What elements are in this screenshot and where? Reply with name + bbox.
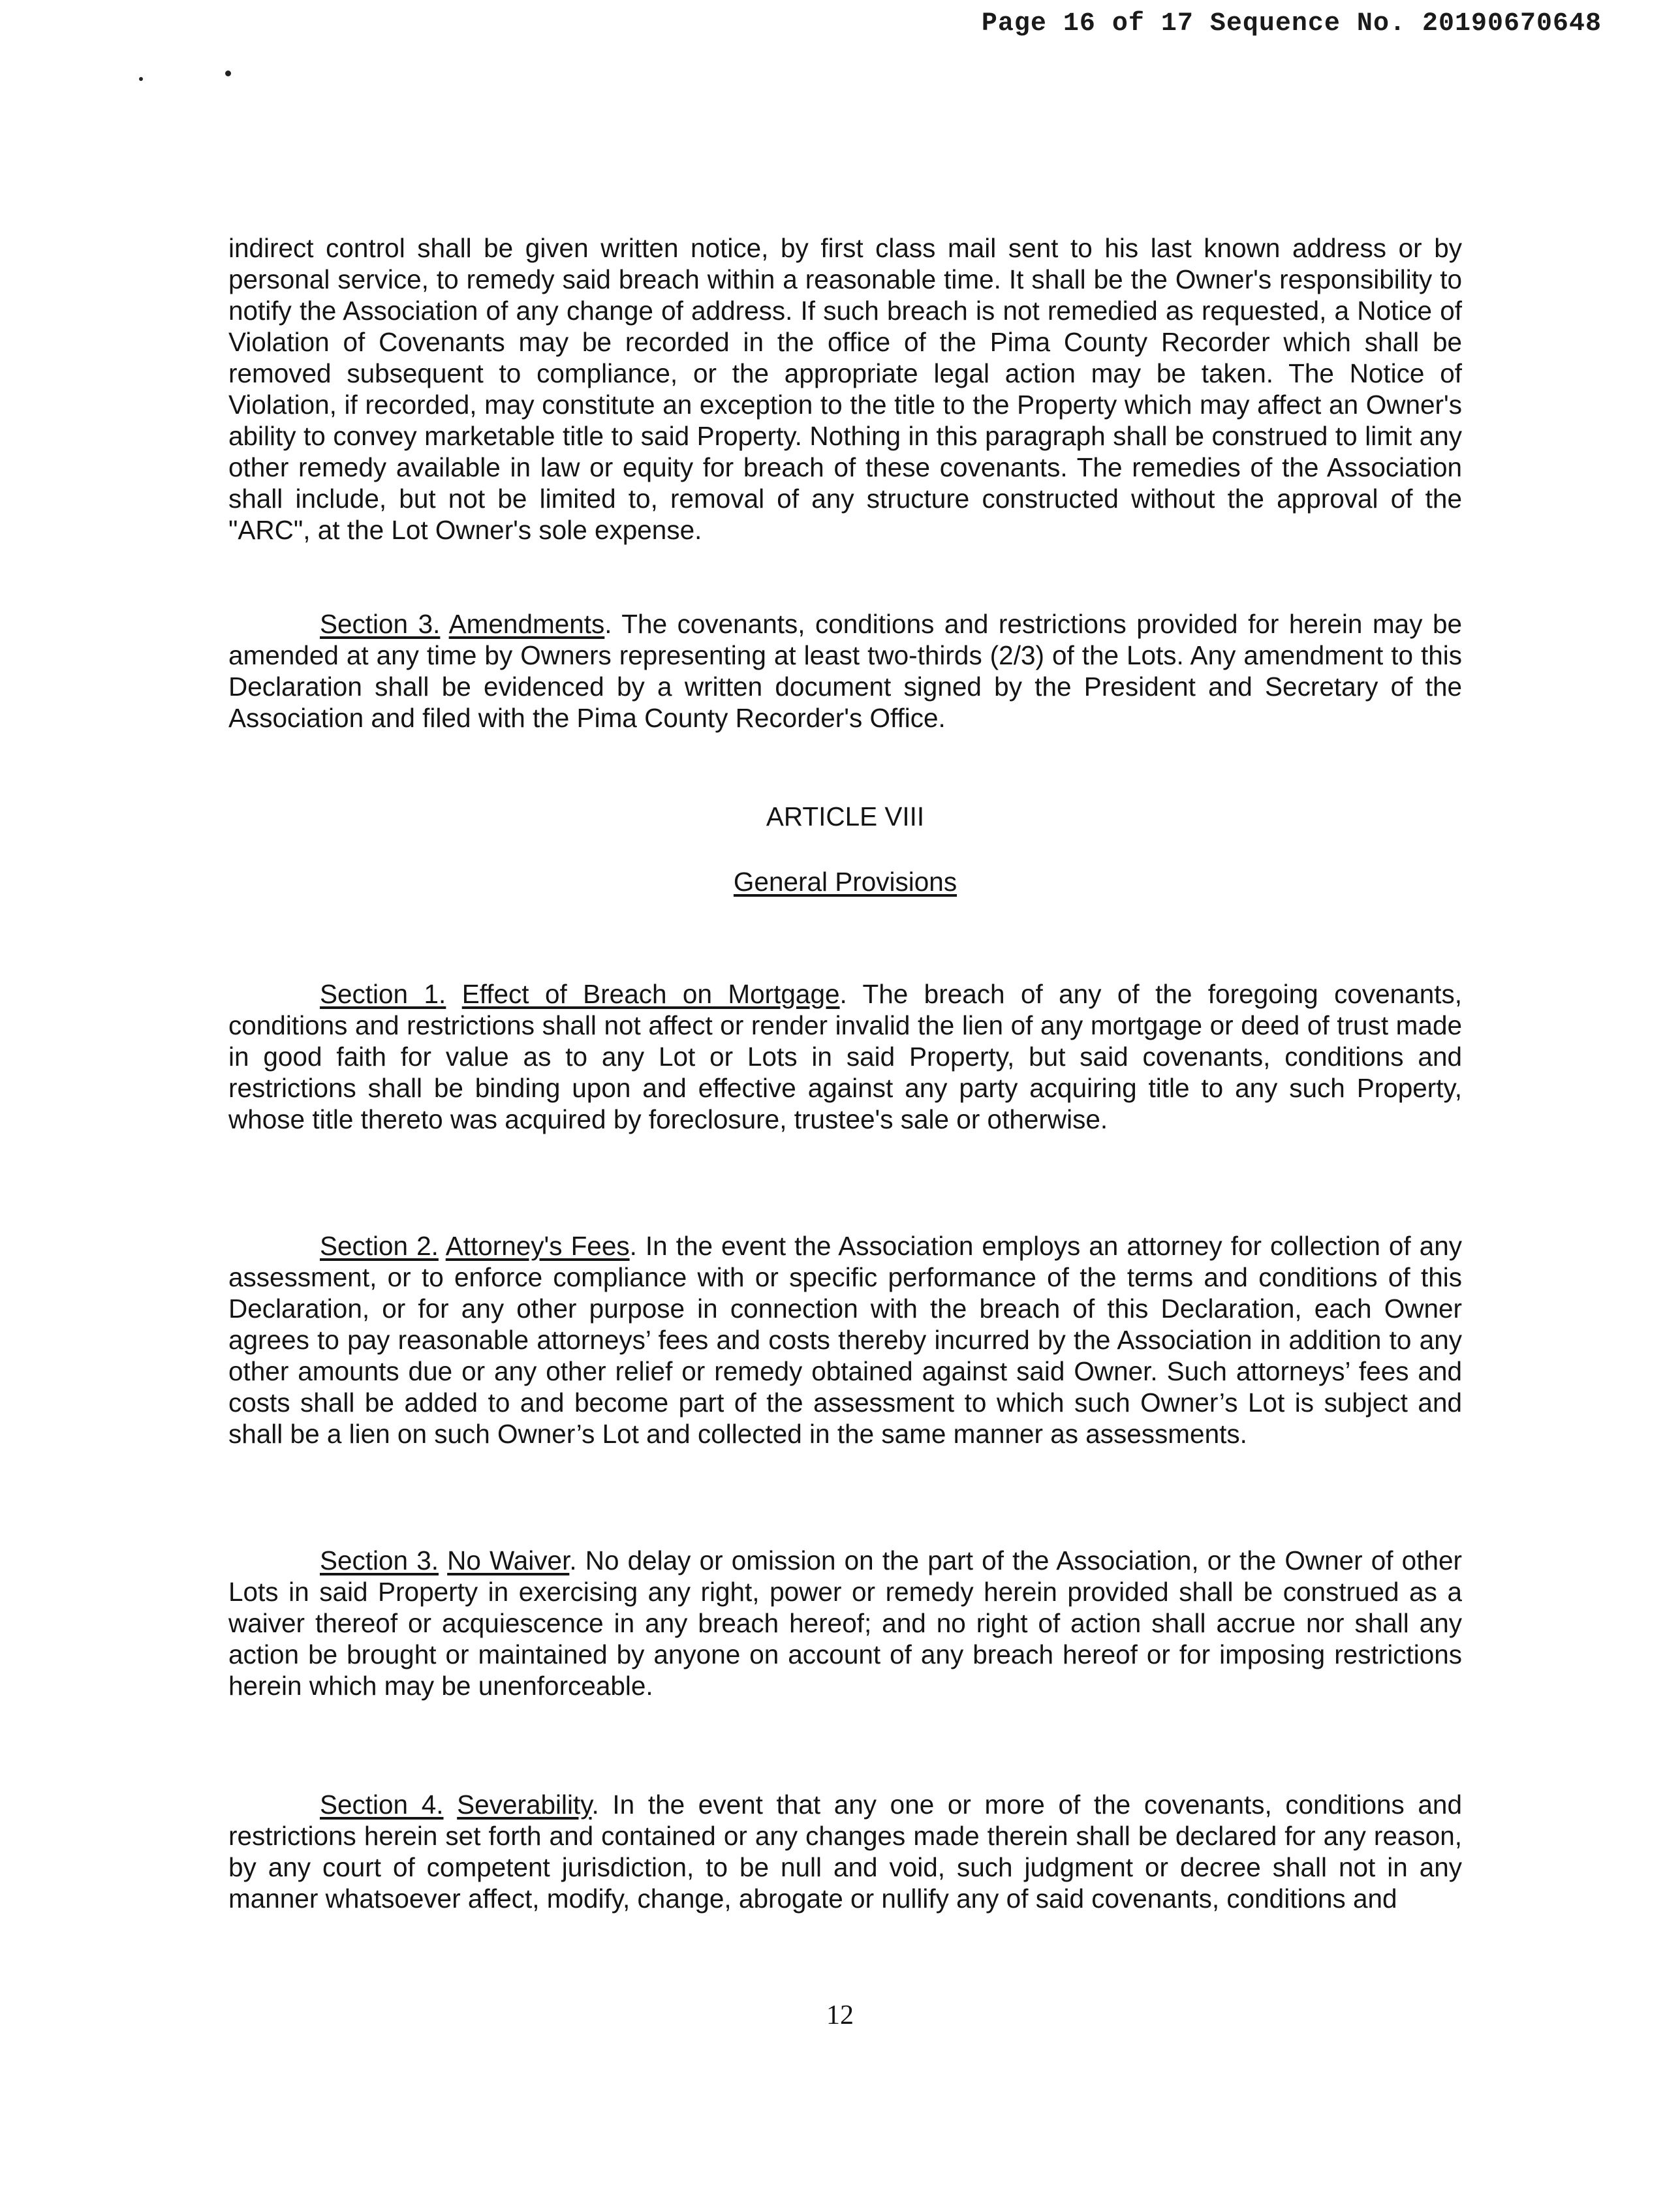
section-text: . In the event that any one or more of the covenants, conditions and restrictions herein set forth and contained or any changes made therein shall be declared for any reason, by any court of competent jurisdiction, to be null and void, such judgment or decree shall not in any manner whatsoever affect, modify, change, abrogate or nullify any of said covenants, conditions and [228, 1790, 1462, 1914]
page-number: 12 [826, 2000, 854, 2030]
section-2-paragraph [228, 1230, 1462, 1450]
section-label: Section 1. [320, 979, 446, 1009]
article-subheading-text: General Provisions [733, 867, 957, 897]
document-body [228, 232, 1462, 1914]
article-heading: ARTICLE VIII [766, 801, 925, 831]
section-label: Section 2. [320, 1231, 439, 1261]
section-text: . The breach of any of the foregoing covenants, conditions and restrictions shall not affect or render invalid the lien of any mortgage or deed of trust made in good faith for value as to any Lot or Lots in said Property, but said covenants, conditions and restrictions shall be binding upon and effective against any party acquiring title to any such Property, whose title thereto was acquired by foreclosure, trustee's sale or otherwise. [228, 979, 1462, 1134]
section-title: Amendments [448, 609, 605, 639]
section-4-paragraph [228, 1789, 1462, 1914]
section-3-paragraph [228, 1545, 1462, 1701]
section-title: Effect of Breach on Mortgage [461, 979, 840, 1009]
section-text: . No delay or omission on the part of the Association, or the Owner of other Lots in said Property in exercising any right, power or remedy herein provided shall be construed as a waiver thereof or acquiescence in any breach hereof; and no right of action shall accrue nor shall any action be brought or maintained by anyone on account of any breach hereof or for imposing restrictions herein which may be unenforceable. [228, 1545, 1462, 1701]
section-text: . In the event the Association employs an attorney for collection of any assessment, or to enforce compliance with or specific performance of the terms and conditions of this Declaration, or for any other purpose in connection with the breach of this Declaration, each Owner agrees to pay reasonable attorneys’ fees and costs thereby incurred by the Association in addition to any other amounts due or any other relief or remedy obtained against said Owner. Such attorneys’ fees and costs shall be added to and become part of the assessment to which such Owner’s Lot is subject and shall be a lien on such Owner’s Lot and collected in the same manner as assessments. [228, 1231, 1462, 1449]
section-label: Section 3. [320, 1545, 439, 1575]
article-subheading [228, 866, 1462, 897]
section-title: Severability [457, 1790, 592, 1820]
section-title: Attorney's Fees [445, 1231, 630, 1261]
continuation-paragraph: indirect control shall be given written notice, by first class mail sent to his last known address or by personal service, to remedy said breach within a reasonable time. It shall be the Owner's responsibility to notify the Association of any change of address. If such breach is not remedied as requested, a Notice of Violation of Covenants may be recorded in the office of the Pima County Recorder which shall be removed subsequent to compliance, or the appropriate legal action may be taken. The Notice of Violation, if recorded, may constitute an exception to the title to the Property which may affect an Owner's ability to convey marketable title to said Property. Nothing in this paragraph shall be construed to limit any other remedy available in law or equity for breach of these covenants. The remedies of the Association shall include, but not be limited to, removal of any structure constructed without the approval of the "ARC", at the Lot Owner's sole expense. [228, 233, 1462, 545]
scan-speck [225, 70, 231, 76]
section-label: Section 3. [320, 609, 441, 639]
section-1-paragraph [228, 978, 1462, 1135]
section-label: Section 4. [320, 1790, 444, 1820]
page-sequence-header: Page 16 of 17 Sequence No. 20190670648 [981, 9, 1602, 39]
scan-speck [139, 77, 143, 81]
amendments-paragraph [228, 608, 1462, 734]
section-text: . The covenants, conditions and restrictions provided for herein may be amended at any time by Owners representing at least two-thirds (2/3) of the Lots. Any amendment to this Declaration shall be evidenced by a written document signed by the President and Secretary of the Association and filed with the Pima County Recorder's Office. [228, 609, 1462, 733]
section-title: No Waiver [447, 1545, 570, 1575]
